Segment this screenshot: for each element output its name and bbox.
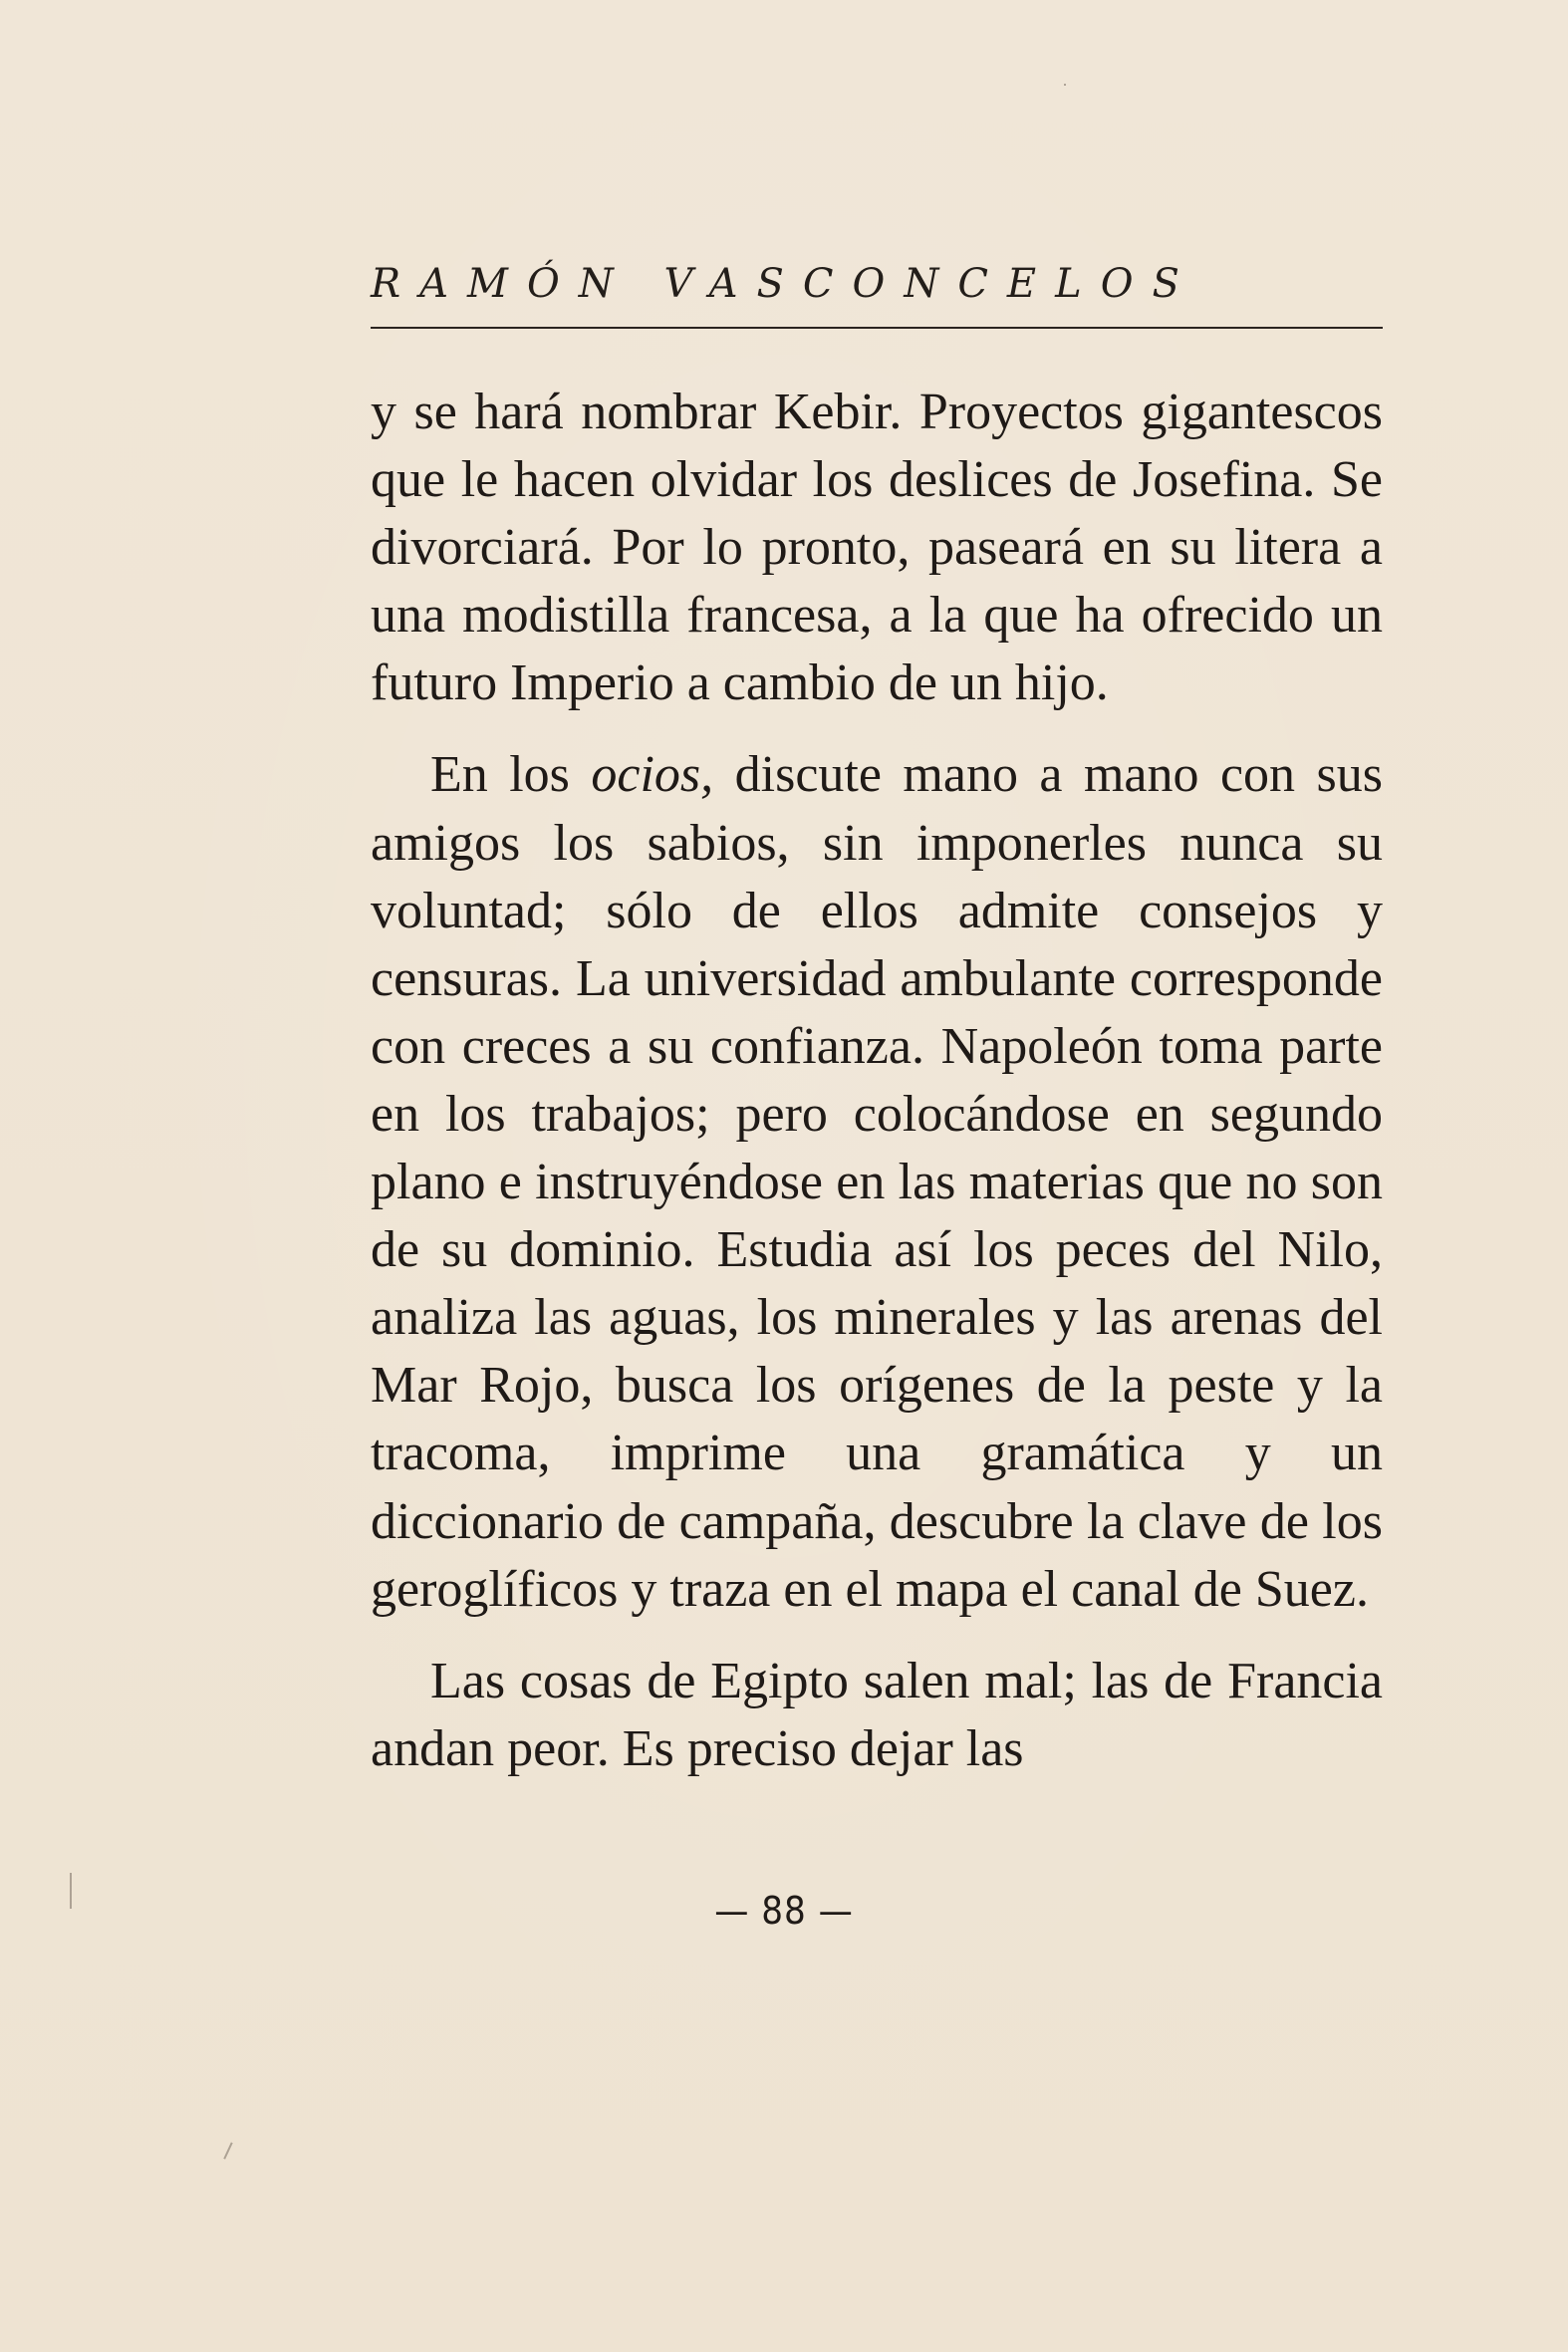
paragraph-2 — [371, 741, 1383, 1623]
page-number: — 88 — — [714, 1889, 854, 1933]
paper-speck — [223, 2142, 232, 2159]
running-header — [371, 253, 1383, 329]
paper-speck — [70, 1873, 72, 1909]
paragraph-2-lead: En los — [430, 746, 592, 804]
paragraph-3: Las cosas de Egipto salen mal; las de Francia andan peor. Es preciso dejar las — [371, 1652, 1383, 1777]
paragraph-gap — [371, 717, 1383, 741]
paper-speck — [1064, 84, 1066, 86]
paragraph-2-emphasis: ocios, — [591, 746, 714, 804]
running-title: RAMÓN VASCONCELOS — [371, 261, 1198, 307]
body-text — [371, 379, 1383, 1783]
paragraph-gap — [371, 1624, 1383, 1648]
paragraph-2-rest: discute mano a mano con sus amigos los sabios, sin imponerles nunca su voluntad; sólo de ellos admite consejos y censuras. La universidad ambulante corresponde con creces a su confianza. Napoleón toma parte en los trabajos; pero colocándose en segundo plano e instruyéndose en las materias que no son de su dominio. Estudia así los peces del Nilo, analiza las aguas, los minerales y las arenas del Mar Rojo, busca los orígenes de la peste y la tracoma, imprime una gramática y un diccionario de campaña, descubre la clave de los geroglíficos y traza en el mapa el canal de Suez. — [371, 746, 1383, 1618]
paragraph-1: y se hará nombrar Kebir. Proyectos gigantescos que le hacen olvidar los deslices de Josefina. Se divorciará. Por lo pronto, paseará en su litera a una modistilla francesa, a la que ha ofrecido un futuro Imperio a cambio de un hijo. — [371, 384, 1383, 712]
